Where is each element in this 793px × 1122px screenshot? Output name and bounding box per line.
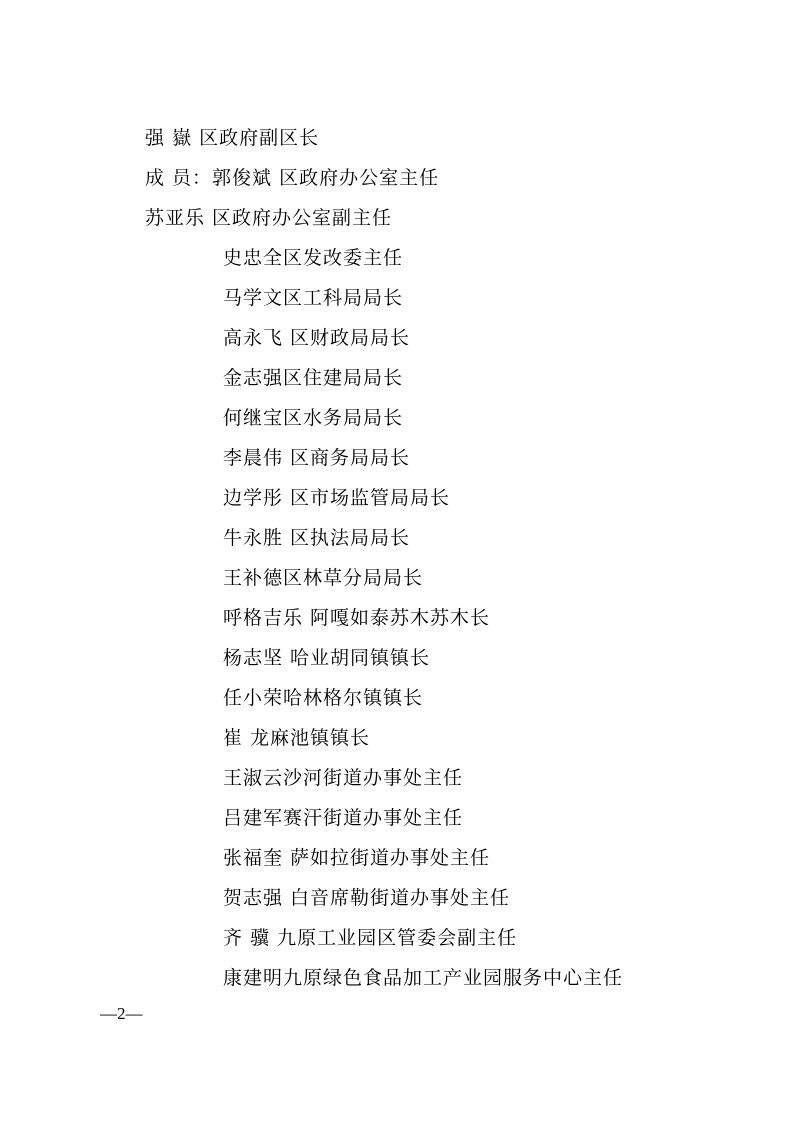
page-number: —2— <box>100 1004 143 1023</box>
text-line: 金志强区住建局局长 <box>223 367 404 389</box>
text-line: 杨志坚 哈业胡同镇镇长 <box>223 647 431 669</box>
text-line: 康建明九原绿色食品加工产业园服务中心主任 <box>223 967 624 989</box>
text-line: 史忠全区发改委主任 <box>223 247 404 269</box>
text-line: 贺志强 白音席勒街道办事处主任 <box>223 887 511 909</box>
text-line: 高永飞 区财政局局长 <box>223 327 411 349</box>
text-line: 强 嶽 区政府副区长 <box>145 127 320 149</box>
text-line: 王补德区林草分局局长 <box>223 567 424 589</box>
text-line: 何继宝区水务局局长 <box>223 407 404 429</box>
text-line: 张福奎 萨如拉街道办事处主任 <box>223 847 491 869</box>
text-line: 崔 龙麻池镇镇长 <box>223 727 371 749</box>
text-line: 苏亚乐 区政府办公室副主任 <box>145 207 393 229</box>
text-line: 马学文区工科局局长 <box>223 287 404 309</box>
text-line: 成 员：郭俊斌 区政府办公室主任 <box>145 167 440 189</box>
text-line: 王淑云沙河街道办事处主任 <box>223 767 464 789</box>
text-line: 边学彤 区市场监管局局长 <box>223 487 451 509</box>
text-line: 齐 骥 九原工业园区管委会副主任 <box>223 927 518 949</box>
text-line: 任小荣哈林格尔镇镇长 <box>223 687 424 709</box>
text-line: 牛永胜 区执法局局长 <box>223 527 411 549</box>
text-line: 吕建军赛汗街道办事处主任 <box>223 807 464 829</box>
text-line: 李晨伟 区商务局局长 <box>223 447 411 469</box>
text-line: 呼格吉乐 阿嘎如泰苏木苏木长 <box>223 607 491 629</box>
